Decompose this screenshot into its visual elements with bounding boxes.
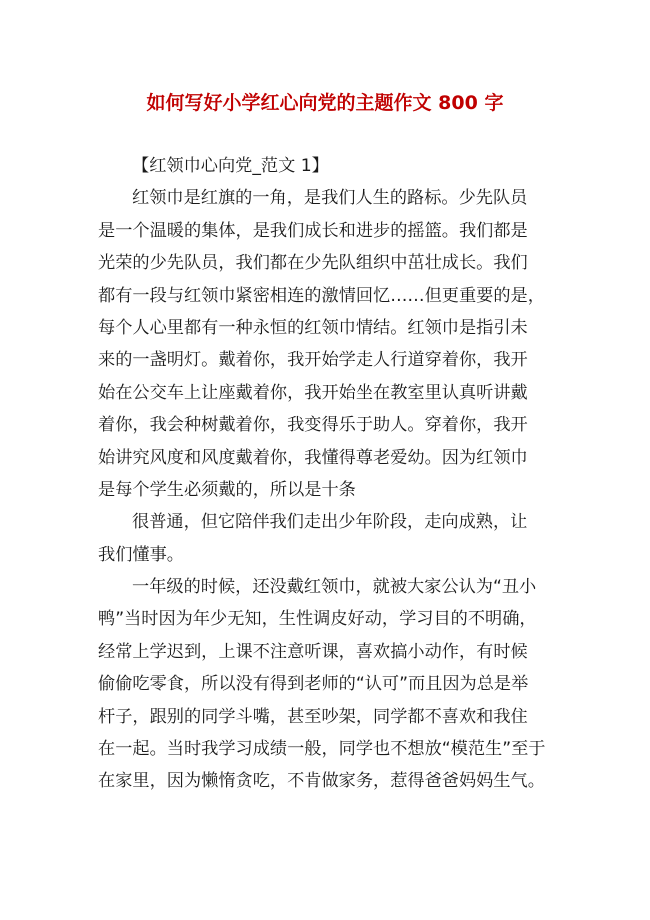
text-line: 我们懂事。 xyxy=(98,544,184,565)
paragraph-lines xyxy=(98,182,568,797)
text-line: 是一个温暖的集体，是我们成长和进步的摇篮。我们都是 xyxy=(98,220,528,241)
text-line: 来的一盏明灯。戴着你，我开始学走人行道穿着你，我开 xyxy=(98,350,528,371)
text-line: 始在公交车上让座戴着你，我开始坐在教室里认真听讲戴 xyxy=(98,382,528,403)
text-line: 一年级的时候，还没戴红领巾，就被大家公认为“丑小 xyxy=(132,577,537,598)
text-line: 很普通，但它陪伴我们走出少年阶段，走向成熟，让 xyxy=(132,512,528,533)
text-line: 着你，我会种树戴着你，我变得乐于助人。穿着你，我开 xyxy=(98,415,528,436)
text-line: 杆子，跟别的同学斗嘴，甚至吵架，同学都不喜欢和我住 xyxy=(98,706,528,727)
text-line: 鸭”当时因为年少无知，生性调皮好动，学习目的不明确， xyxy=(98,609,537,630)
section-heading: 【红领巾心向党_范文 1】 xyxy=(132,156,329,176)
text-line: 经常上学迟到，上课不注意听课，喜欢搞小动作，有时候 xyxy=(98,641,528,662)
text-line: 始讲究风度和风度戴着你，我懂得尊老爱幼。因为红领巾 xyxy=(98,447,528,468)
text-line: 红领巾是红旗的一角，是我们人生的路标。少先队员 xyxy=(132,188,528,209)
text-line: 每个人心里都有一种永恒的红领巾情结。红领巾是指引未 xyxy=(98,317,528,338)
document-body xyxy=(98,150,568,798)
text-line: 都有一段与红领巾紧密相连的激情回忆……但更重要的是， xyxy=(98,285,545,306)
text-line: 是每个学生必须戴的，所以是十条 xyxy=(98,479,356,500)
text-line: 在家里，因为懒惰贪吃，不肯做家务，惹得爸爸妈妈生气。 xyxy=(98,771,545,792)
document-title: 如何写好小学红心向党的主题作文 800 字 xyxy=(146,92,504,114)
text-line: 光荣的少先队员，我们都在少先队组织中茁壮成长。我们 xyxy=(98,253,528,274)
text-line: 偷偷吃零食，所以没有得到老师的“认可”而且因为总是举 xyxy=(98,674,529,695)
text-line: 在一起。当时我学习成绩一般，同学也不想放“模范生”至于 xyxy=(98,739,546,760)
